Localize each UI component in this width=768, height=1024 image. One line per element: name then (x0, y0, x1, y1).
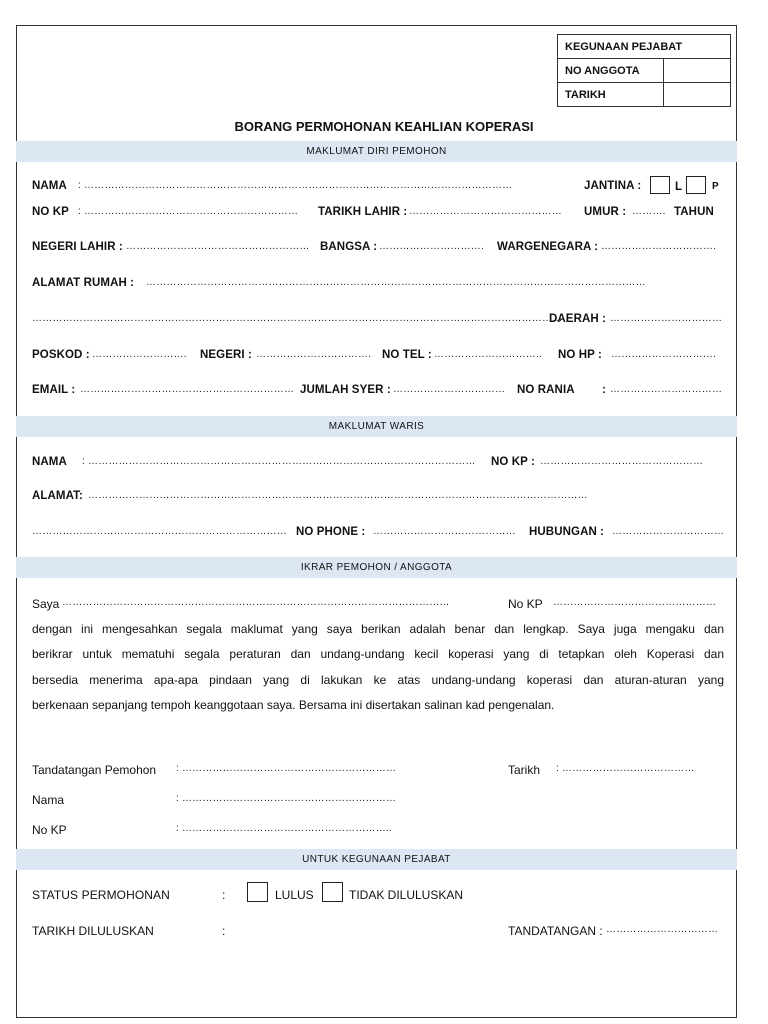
heir-phone-field[interactable]: …………………………………… (373, 526, 516, 537)
tarikh-label: TARIKH (558, 83, 664, 107)
signature-nokp-label: No KP (32, 823, 67, 837)
signature-nokp-field[interactable]: : …………………………………………………….. (176, 823, 392, 834)
heir-nokp-label: NO KP : (491, 456, 535, 468)
applicant-nokp-label: NO KP (32, 206, 69, 218)
gender-label: JANTINA : (584, 180, 642, 192)
gender-l-checkbox[interactable] (650, 176, 670, 194)
postcode-field[interactable]: ………………………. (92, 349, 187, 360)
status-approved-checkbox[interactable] (247, 882, 268, 902)
birth-date-label: TARIKH LAHIR : (318, 206, 408, 218)
citizenship-label: WARGENEGARA : (497, 241, 599, 253)
status-approved-label: LULUS (275, 888, 314, 902)
birth-state-field[interactable]: ……………………………………………… (126, 241, 310, 252)
phone-label: NO TEL : (382, 349, 432, 361)
rania-field[interactable]: …………………………… (610, 384, 723, 395)
applicant-signature-field[interactable]: : ……………………………………………………… (176, 763, 397, 774)
heir-name-label: NAMA (32, 456, 67, 468)
rania-label: NO RANIA (517, 384, 575, 396)
section-heir-header: MAKLUMAT WARIS (16, 416, 737, 437)
age-label: UMUR : (584, 206, 627, 218)
mobile-field[interactable]: …………………………. (611, 349, 716, 360)
declaration-line-3: bersedia menerima apa-apa pindaan yang di lakukan ke atas undang-undang koperasi dan aturan-aturan yang (32, 673, 724, 687)
applicant-name-label: NAMA (32, 180, 67, 192)
heir-address-field-2[interactable]: ………………………………………………………………… (32, 526, 287, 537)
birth-state-label: NEGERI LAHIR : (32, 241, 123, 253)
home-address-field-1[interactable]: ………………………………………………………………………………………………………………………………… (146, 277, 646, 288)
home-address-label: ALAMAT RUMAH : (32, 277, 135, 289)
shares-label: JUMLAH SYER : (300, 384, 391, 396)
heir-phone-label: NO PHONE : (296, 526, 366, 538)
signature-name-field[interactable]: : ……………………………………………………… (176, 793, 397, 804)
race-label: BANGSA : (320, 241, 378, 253)
email-label: EMAIL : (32, 384, 76, 396)
approval-date-label: TARIKH DILULUSKAN (32, 924, 154, 938)
email-field[interactable]: ……………………………………………………… (80, 384, 295, 395)
race-field[interactable]: …………………………. (379, 241, 484, 252)
gender-p-label: P (712, 181, 719, 192)
signature-date-field[interactable]: : ………………………………… (556, 763, 695, 774)
no-anggota-label: NO ANGGOTA (558, 59, 664, 83)
shares-field[interactable]: …………………………… (393, 384, 506, 395)
heir-address-field-1[interactable]: ………………………………………………………………………………………………………………………………… (88, 490, 588, 501)
status-rejected-label: TIDAK DILULUSKAN (349, 888, 464, 902)
section-declaration-header: IKRAR PEMOHON / ANGGOTA (16, 557, 737, 578)
section-applicant-header: MAKLUMAT DIRI PEMOHON (16, 141, 737, 162)
age-field[interactable]: ………. (632, 206, 666, 217)
status-rejected-checkbox[interactable] (322, 882, 343, 902)
district-field[interactable]: …………………………… (610, 313, 723, 324)
state-field[interactable]: ……………………………. (256, 349, 372, 360)
declaration-saya: Saya (32, 597, 60, 611)
section-office-header: UNTUK KEGUNAAN PEJABAT (16, 849, 737, 870)
applicant-nokp-field[interactable]: : ……………………………………………………… (78, 206, 299, 217)
status-label: STATUS PERMOHONAN (32, 888, 170, 902)
heir-relation-field[interactable]: …………………………… (612, 526, 725, 537)
district-label: DAERAH : (549, 313, 607, 325)
office-use-table (557, 34, 731, 107)
heir-relation-label: HUBUNGAN : (529, 526, 605, 538)
heir-name-field[interactable]: : …………………………………………………………………………………………………… (82, 456, 476, 467)
office-use-heading: KEGUNAAN PEJABAT (558, 35, 731, 59)
office-signature-label: TANDATANGAN : (508, 924, 603, 938)
tarikh-field[interactable] (664, 83, 731, 107)
declaration-line-1: dengan ini mengesahkan segala maklumat yang saya berikan adalah benar dan lengkap. Saya juga mengaku dan (32, 622, 724, 636)
applicant-signature-label: Tandatangan Pemohon (32, 763, 157, 777)
rania-colon: : (602, 384, 606, 396)
signature-date-label: Tarikh (508, 763, 541, 777)
declaration-name-field[interactable]: …………………………………………………………………………………………………… (62, 597, 450, 608)
gender-p-checkbox[interactable] (686, 176, 706, 194)
birth-date-field[interactable]: ……………………………………… (409, 206, 562, 217)
postcode-label: POSKOD : (32, 349, 90, 361)
approval-date-colon: : (222, 924, 226, 938)
heir-nokp-field[interactable]: ………………………………………… (540, 456, 704, 467)
no-anggota-field[interactable] (664, 59, 731, 83)
form-title: BORANG PERMOHONAN KEAHLIAN KOPERASI (234, 119, 534, 134)
age-unit: TAHUN (674, 206, 714, 218)
phone-field[interactable]: ………………………….. (434, 349, 542, 360)
state-label: NEGERI : (200, 349, 252, 361)
heir-address-label: ALAMAT: (32, 490, 83, 502)
status-colon: : (222, 888, 226, 902)
mobile-label: NO HP : (558, 349, 602, 361)
declaration-nokp-label: No KP (508, 597, 543, 611)
declaration-line-2: berikrar untuk mematuhi segala peraturan dan undang-undang kecil koperasi yang di tetapkan oleh Koperasi dan (32, 647, 724, 661)
applicant-name-field[interactable]: : ……………………………………………………………………………………………………………… (78, 180, 513, 191)
declaration-line-4: berkenaan sepanjang tempoh keanggotaan saya. Bersama ini disertakan salinan kad pengenalan. (32, 698, 555, 712)
office-signature-field[interactable]: …………………………… (606, 924, 719, 935)
gender-l-label: L (675, 181, 683, 193)
declaration-nokp-field[interactable]: ………………………………………… (553, 597, 717, 608)
signature-name-label: Nama (32, 793, 65, 807)
home-address-field-2[interactable]: ………………………………………………………………………………………………………………………………………… (32, 313, 563, 324)
citizenship-field[interactable]: ……………………………. (601, 241, 717, 252)
